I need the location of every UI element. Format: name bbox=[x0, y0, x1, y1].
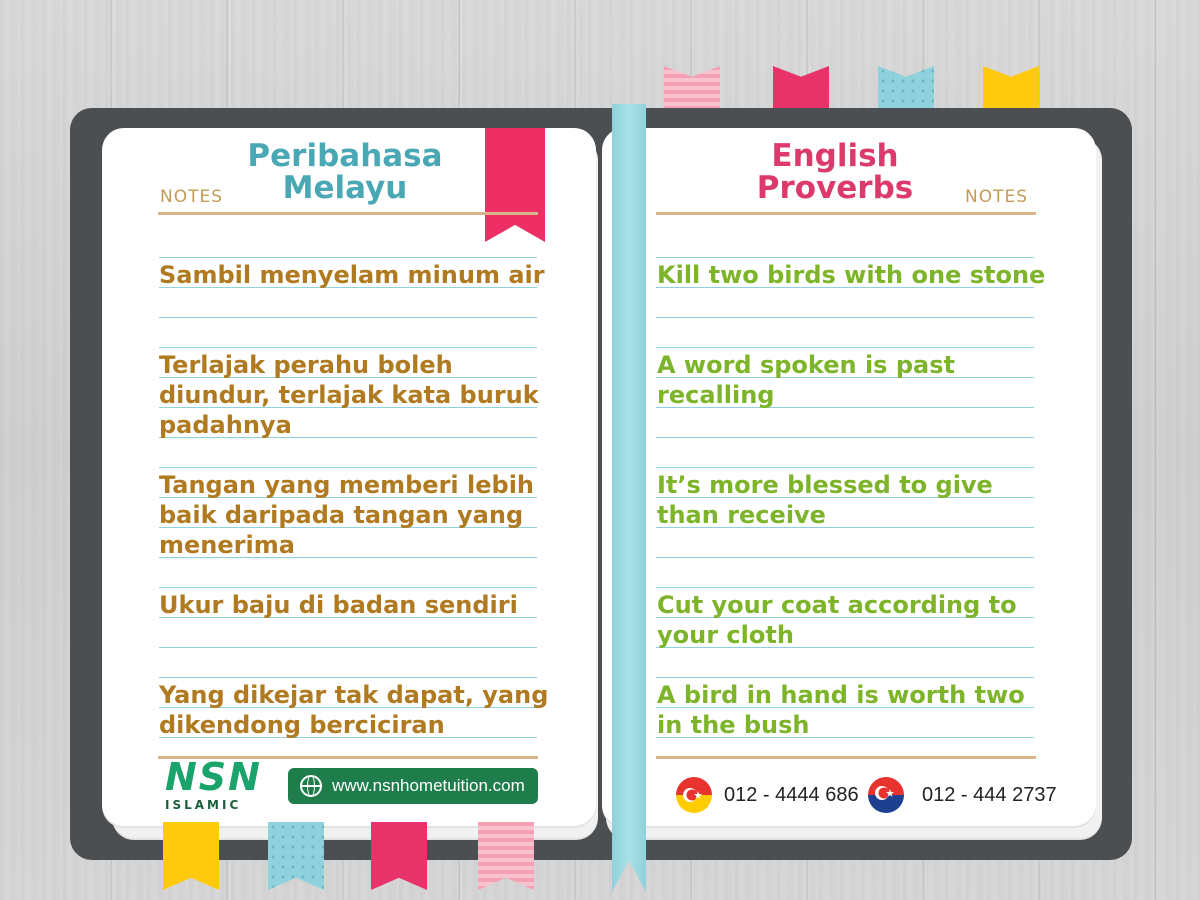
header-rule-left bbox=[158, 212, 538, 215]
english-proverb-4: Cut your coat according to your cloth bbox=[657, 591, 1017, 649]
ruled-line bbox=[656, 317, 1034, 318]
tab-bottom-yellow bbox=[163, 822, 219, 890]
center-bookmark-ribbon bbox=[612, 104, 646, 892]
title-left-line-1: Peribahasa bbox=[247, 138, 443, 174]
malay-proverb-4: Ukur baju di badan sendiri bbox=[159, 591, 518, 619]
phone-1: 012 - 4444 686 bbox=[724, 784, 859, 806]
nsn-logo bbox=[165, 755, 265, 818]
nsn-logo-sub: ISLAMIC bbox=[165, 798, 242, 812]
phone-2: 012 - 444 2737 bbox=[922, 784, 1057, 806]
ruled-line bbox=[159, 257, 537, 258]
english-proverb-1: Kill two birds with one stone bbox=[657, 261, 1046, 289]
tab-bottom-teal bbox=[268, 822, 324, 890]
ruled-line bbox=[656, 347, 1034, 348]
ruled-line bbox=[159, 647, 537, 648]
title-left bbox=[230, 140, 460, 204]
globe-icon bbox=[300, 775, 322, 797]
nsn-logo-text: NSN bbox=[165, 755, 262, 799]
website-button[interactable] bbox=[288, 768, 538, 804]
tab-bottom-crimson bbox=[371, 822, 427, 890]
ruled-line bbox=[656, 677, 1034, 678]
ruled-line bbox=[656, 557, 1034, 558]
ruled-line bbox=[656, 437, 1034, 438]
notes-label-right: NOTES bbox=[965, 187, 1029, 207]
title-right-line-1: English bbox=[771, 138, 899, 174]
malay-proverb-3: Tangan yang memberi lebih baik daripada tangan yang menerima bbox=[159, 471, 534, 559]
header-rule-right bbox=[656, 212, 1036, 215]
english-proverb-3: It’s more blessed to give than receive bbox=[657, 471, 993, 529]
malay-proverb-1: Sambil menyelam minum air bbox=[159, 261, 545, 289]
notes-label-left: NOTES bbox=[160, 187, 224, 207]
ruled-line bbox=[159, 677, 537, 678]
ruled-line bbox=[159, 347, 537, 348]
title-left-line-2: Melayu bbox=[282, 170, 408, 206]
footer-rule-right bbox=[656, 756, 1036, 759]
flag-icon-2 bbox=[868, 777, 904, 813]
ruled-line bbox=[159, 467, 537, 468]
website-text: www.nsnhometuition.com bbox=[332, 776, 525, 795]
ruled-line bbox=[656, 587, 1034, 588]
title-right-line-2: Proverbs bbox=[756, 170, 914, 206]
malay-proverb-5: Yang dikejar tak dapat, yang dikendong berciciran bbox=[159, 681, 549, 739]
english-proverb-5: A bird in hand is worth two in the bush bbox=[657, 681, 1025, 739]
malay-proverb-2: Terlajak perahu boleh diundur, terlajak kata buruk padahnya bbox=[159, 351, 539, 439]
flag-icon-1 bbox=[676, 777, 712, 813]
ruled-line bbox=[159, 587, 537, 588]
english-proverb-2: A word spoken is past recalling bbox=[657, 351, 955, 409]
title-right bbox=[740, 140, 930, 204]
red-bookmark-ribbon bbox=[485, 128, 545, 242]
ruled-line bbox=[159, 317, 537, 318]
ruled-line bbox=[656, 257, 1034, 258]
ruled-line bbox=[656, 467, 1034, 468]
tab-bottom-pink bbox=[478, 822, 534, 890]
